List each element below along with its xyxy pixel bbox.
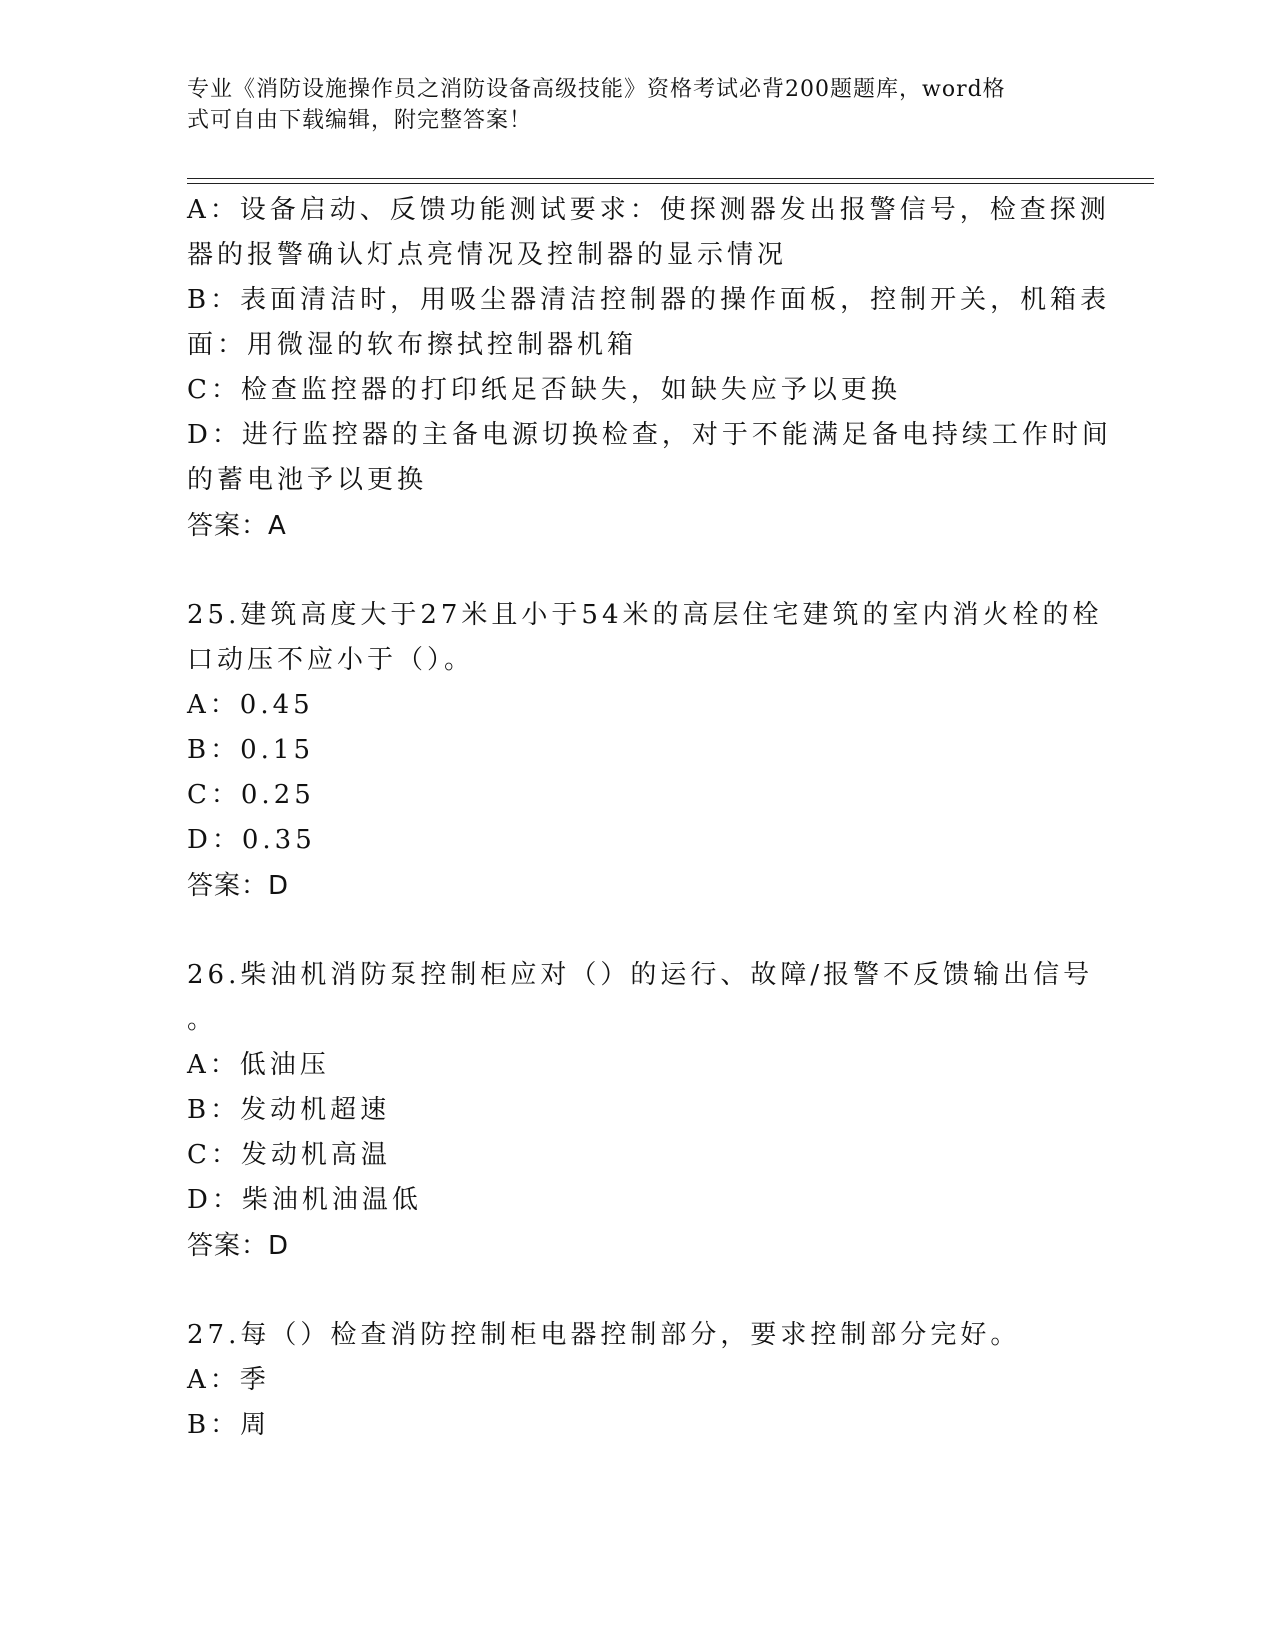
option-b: B：周	[187, 1410, 271, 1440]
option-b-line-2: 面：用微湿的软布擦拭控制器机箱	[187, 330, 638, 360]
question-text-line-2: 。	[187, 1005, 218, 1035]
question-27	[187, 1313, 1087, 1448]
spacer	[187, 549, 1087, 593]
question-text-line-1: 27.每（）检查消防控制柜电器控制部分，要求控制部分完好。	[187, 1320, 1021, 1350]
option-b-line-1: B：表面清洁时，用吸尘器清洁控制器的操作面板，控制开关，机箱表	[187, 285, 1111, 315]
option-a: A：0.45	[187, 690, 314, 720]
option-b: B：发动机超速	[187, 1095, 391, 1125]
option-a-line-1: A：设备启动、反馈功能测试要求：使探测器发出报警信号，检查探测	[187, 195, 1110, 225]
document-header	[187, 74, 1067, 136]
header-rule-bottom	[187, 183, 1154, 184]
option-c: C：0.25	[187, 780, 315, 810]
option-a: A：低油压	[187, 1050, 330, 1080]
option-b: B：0.15	[187, 735, 314, 765]
spacer	[187, 1269, 1087, 1313]
document-body	[187, 188, 1112, 1448]
spacer	[187, 909, 1087, 953]
option-c: C：发动机高温	[187, 1140, 391, 1170]
question-text-line-1: 25.建筑高度大于27米且小于54米的高层住宅建筑的室内消火栓的栓	[187, 600, 1103, 630]
answer: 答案：D	[187, 871, 290, 901]
question-text-line-1: 26.柴油机消防泵控制柜应对（）的运行、故障/报警不反馈输出信号	[187, 960, 1094, 990]
option-a-line-2: 器的报警确认灯点亮情况及控制器的显示情况	[187, 240, 788, 270]
option-d-line-1: D：进行监控器的主备电源切换检查，对于不能满足备电持续工作时间	[187, 420, 1112, 450]
option-a: A：季	[187, 1365, 270, 1395]
option-c: C：检查监控器的打印纸足否缺失，如缺失应予以更换	[187, 375, 901, 405]
option-d-line-2: 的蓄电池予以更换	[187, 465, 428, 495]
answer: 答案：D	[187, 1231, 290, 1261]
header-rule-top	[187, 178, 1154, 179]
question-26	[187, 953, 1094, 1269]
question-25	[187, 593, 1103, 909]
question-text-line-2: 口动压不应小于（）。	[187, 645, 475, 675]
option-d: D：0.35	[187, 825, 316, 855]
option-d: D：柴油机油温低	[187, 1185, 422, 1215]
answer: 答案：A	[187, 511, 287, 541]
question-24	[187, 188, 1112, 549]
header-line-2: 式可自由下载编辑，附完整答案！	[187, 108, 533, 133]
header-line-1: 专业《消防设施操作员之消防设备高级技能》资格考试必背200题题库，word格	[187, 77, 1006, 102]
